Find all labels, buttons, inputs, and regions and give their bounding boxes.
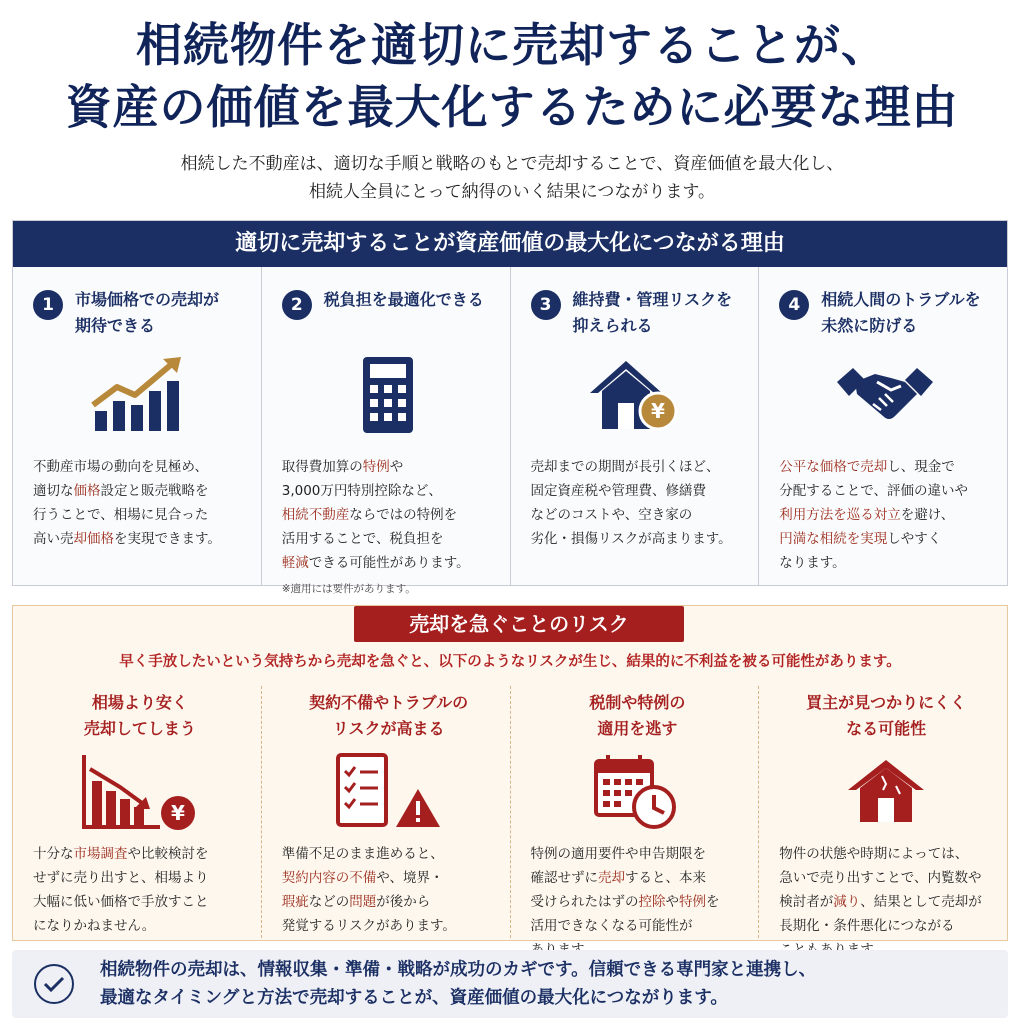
risk-2-line: 準備不足のまま進めると、	[281, 846, 444, 862]
conclusion-line2: 最適なタイミングと方法で売却することが、資産価値の最大化につながります。	[100, 988, 728, 1008]
risk-body-4	[779, 842, 993, 962]
risk-4-line: 長期化・条件悪化につながる	[779, 918, 955, 934]
reason-body-1	[33, 455, 245, 551]
reason-2-note: ※適用には要件があります。	[281, 583, 416, 595]
risk-card-1	[13, 686, 262, 938]
reason-card-3	[511, 267, 760, 585]
reason-card-4	[759, 267, 1007, 585]
risk-title-4-line1: 買主が見つかりにくく	[806, 693, 967, 712]
reason-card-1	[13, 267, 262, 585]
risk-title-4-line2: なる可能性	[846, 719, 927, 738]
reason-number-3: 3	[531, 290, 561, 320]
reason-title-4	[821, 287, 980, 339]
reason-title-2-line1: 税負担を最適化できる	[323, 290, 484, 309]
risk-2-line: 瑕疵などの問題が後から	[281, 894, 431, 910]
risk-1-line: になりかねません。	[33, 918, 156, 934]
risk-1-line: 大幅に低い価格で手放すこと	[33, 894, 209, 910]
reason-title-1-line1: 市場価格での売却が	[75, 290, 220, 309]
checklist-warning-icon	[282, 748, 496, 834]
risk-card-3	[511, 686, 760, 938]
reason-body-3	[531, 455, 743, 551]
risk-4-line: 検討者が減り、結果として売却が	[779, 894, 982, 910]
risk-title-3-line2: 適用を逃す	[597, 719, 678, 738]
reason-2-line: 活用することで、税負担を	[281, 531, 444, 547]
declining-chart-yen-icon	[33, 748, 247, 834]
risk-1-line: 十分な市場調査や比較検討を	[33, 846, 209, 862]
risk-title-3-line1: 税制や特例の	[589, 693, 686, 712]
reason-3-line: 固定資産税や管理費、修繕費	[530, 483, 706, 499]
risk-3-line: 確認せずに売却すると、本来	[530, 870, 706, 886]
reason-3-line: などのコストや、空き家の	[530, 507, 693, 523]
risk-card-2	[262, 686, 511, 938]
reason-title-1	[75, 287, 219, 339]
risk-body-1	[33, 842, 247, 938]
risk-title-1-line2: 売却してしまう	[83, 719, 196, 738]
reason-3-line: 売却までの期間が長引くほど、	[530, 459, 720, 475]
reason-4-line: 分配することで、評価の違いや	[779, 483, 968, 499]
reasons-panel	[12, 220, 1008, 595]
intro-text	[0, 150, 1024, 206]
risk-title-2-line2: リスクが高まる	[332, 719, 445, 738]
page-title-line2: 資産の価値を最大化するために必要な理由	[65, 80, 959, 134]
reason-title-2	[324, 287, 484, 313]
risk-body-2	[282, 842, 496, 938]
risk-title-2	[282, 690, 496, 748]
reason-number-4: 4	[779, 290, 809, 320]
risk-card-4	[759, 686, 1007, 938]
reason-1-line: 適切な価格設定と販売戦略を	[33, 483, 209, 499]
house-yen-icon	[531, 347, 743, 443]
risk-3-line: 受けられたはずの控除や特例を	[530, 894, 720, 910]
risks-header: 売却を急ぐことのリスク	[354, 606, 684, 642]
reason-body-2	[282, 455, 494, 575]
risk-body-3	[531, 842, 745, 962]
reason-4-line: 公平な価格で売却し、現金で	[779, 459, 955, 475]
reason-title-1-line2: 期待できる	[75, 316, 156, 335]
reason-1-line: 不動産市場の動向を見極め、	[33, 459, 208, 475]
growth-chart-icon	[33, 347, 245, 443]
reasons-header: 適切に売却することが資産価値の最大化につながる理由	[13, 221, 1007, 267]
reason-card-2	[262, 267, 511, 595]
reason-body-4	[779, 455, 991, 575]
handshake-icon	[779, 347, 991, 443]
calculator-icon	[282, 347, 494, 443]
reason-title-3-line1: 維持費・管理リスクを	[572, 290, 733, 309]
risk-title-3	[531, 690, 745, 748]
reason-number-2: 2	[282, 290, 312, 320]
reason-2-line: 3,000万円特別控除など、	[281, 483, 442, 499]
svg-text:¥: ¥	[651, 399, 666, 423]
reason-title-4-line1: 相続人間のトラブルを	[821, 290, 981, 309]
risk-title-1	[33, 690, 247, 748]
risk-title-4	[779, 690, 993, 748]
check-circle-icon	[34, 964, 74, 1004]
calendar-clock-icon	[531, 748, 745, 834]
reason-number-1: 1	[33, 290, 63, 320]
reason-4-line: なります。	[779, 555, 846, 571]
page-title	[0, 14, 1024, 138]
reason-title-4-line2: 未然に防げる	[821, 316, 918, 335]
risk-title-1-line1: 相場より安く	[91, 693, 188, 712]
reason-1-line: 行うことで、相場に見合った	[33, 507, 209, 523]
risks-intro: 早く手放したいという気持ちから売却を急ぐと、以下のようなリスクが生じ、結果的に不利益を被る可能性があります。	[119, 654, 901, 670]
reason-title-3	[573, 287, 733, 339]
conclusion-banner	[12, 950, 1008, 1018]
risk-4-line: 物件の状態や時期によっては、	[779, 846, 969, 862]
risk-4-line: 急いで売り出すことで、内覧数や	[779, 870, 982, 886]
reason-3-line: 劣化・損傷リスクが高まります。	[530, 531, 732, 547]
reason-2-line: 軽減できる可能性があります。	[281, 555, 470, 571]
risk-1-line: せずに売り出すと、相場より	[33, 870, 209, 886]
conclusion-text	[100, 956, 816, 1012]
risk-3-line: 活用できなくなる可能性が	[530, 918, 693, 934]
risk-3-line: 特例の適用要件や申告期限を	[530, 846, 706, 862]
intro-line1: 相続した不動産は、適切な手順と戦略のもとで売却することで、資産価値を最大化し、	[180, 154, 844, 174]
reason-4-line: 円満な相続を実現しやすく	[779, 531, 942, 547]
reason-title-3-line2: 抑えられる	[572, 316, 653, 335]
reason-2-line: 取得費加算の特例や	[281, 459, 404, 475]
risk-2-line: 契約内容の不備や、境界・	[281, 870, 444, 886]
reason-1-line: 高い売却価格を実現できます。	[33, 531, 221, 547]
risk-title-2-line1: 契約不備やトラブルの	[309, 693, 469, 712]
risks-panel	[12, 605, 1008, 941]
intro-line2: 相続人全員にとって納得のいく結果につながります。	[309, 182, 715, 202]
reason-4-line: 利用方法を巡る対立を避け、	[779, 507, 955, 523]
risk-2-line: 発覚するリスクがあります。	[281, 918, 456, 934]
deteriorating-house-icon	[779, 748, 993, 834]
page-title-line1: 相続物件を適切に売却することが、	[136, 18, 888, 72]
svg-text:¥: ¥	[170, 801, 185, 825]
reason-2-line: 相続不動産ならではの特例を	[281, 507, 458, 523]
conclusion-line1: 相続物件の売却は、情報収集・準備・戦略が成功のカギです。信頼できる専門家と連携し、	[100, 960, 817, 980]
